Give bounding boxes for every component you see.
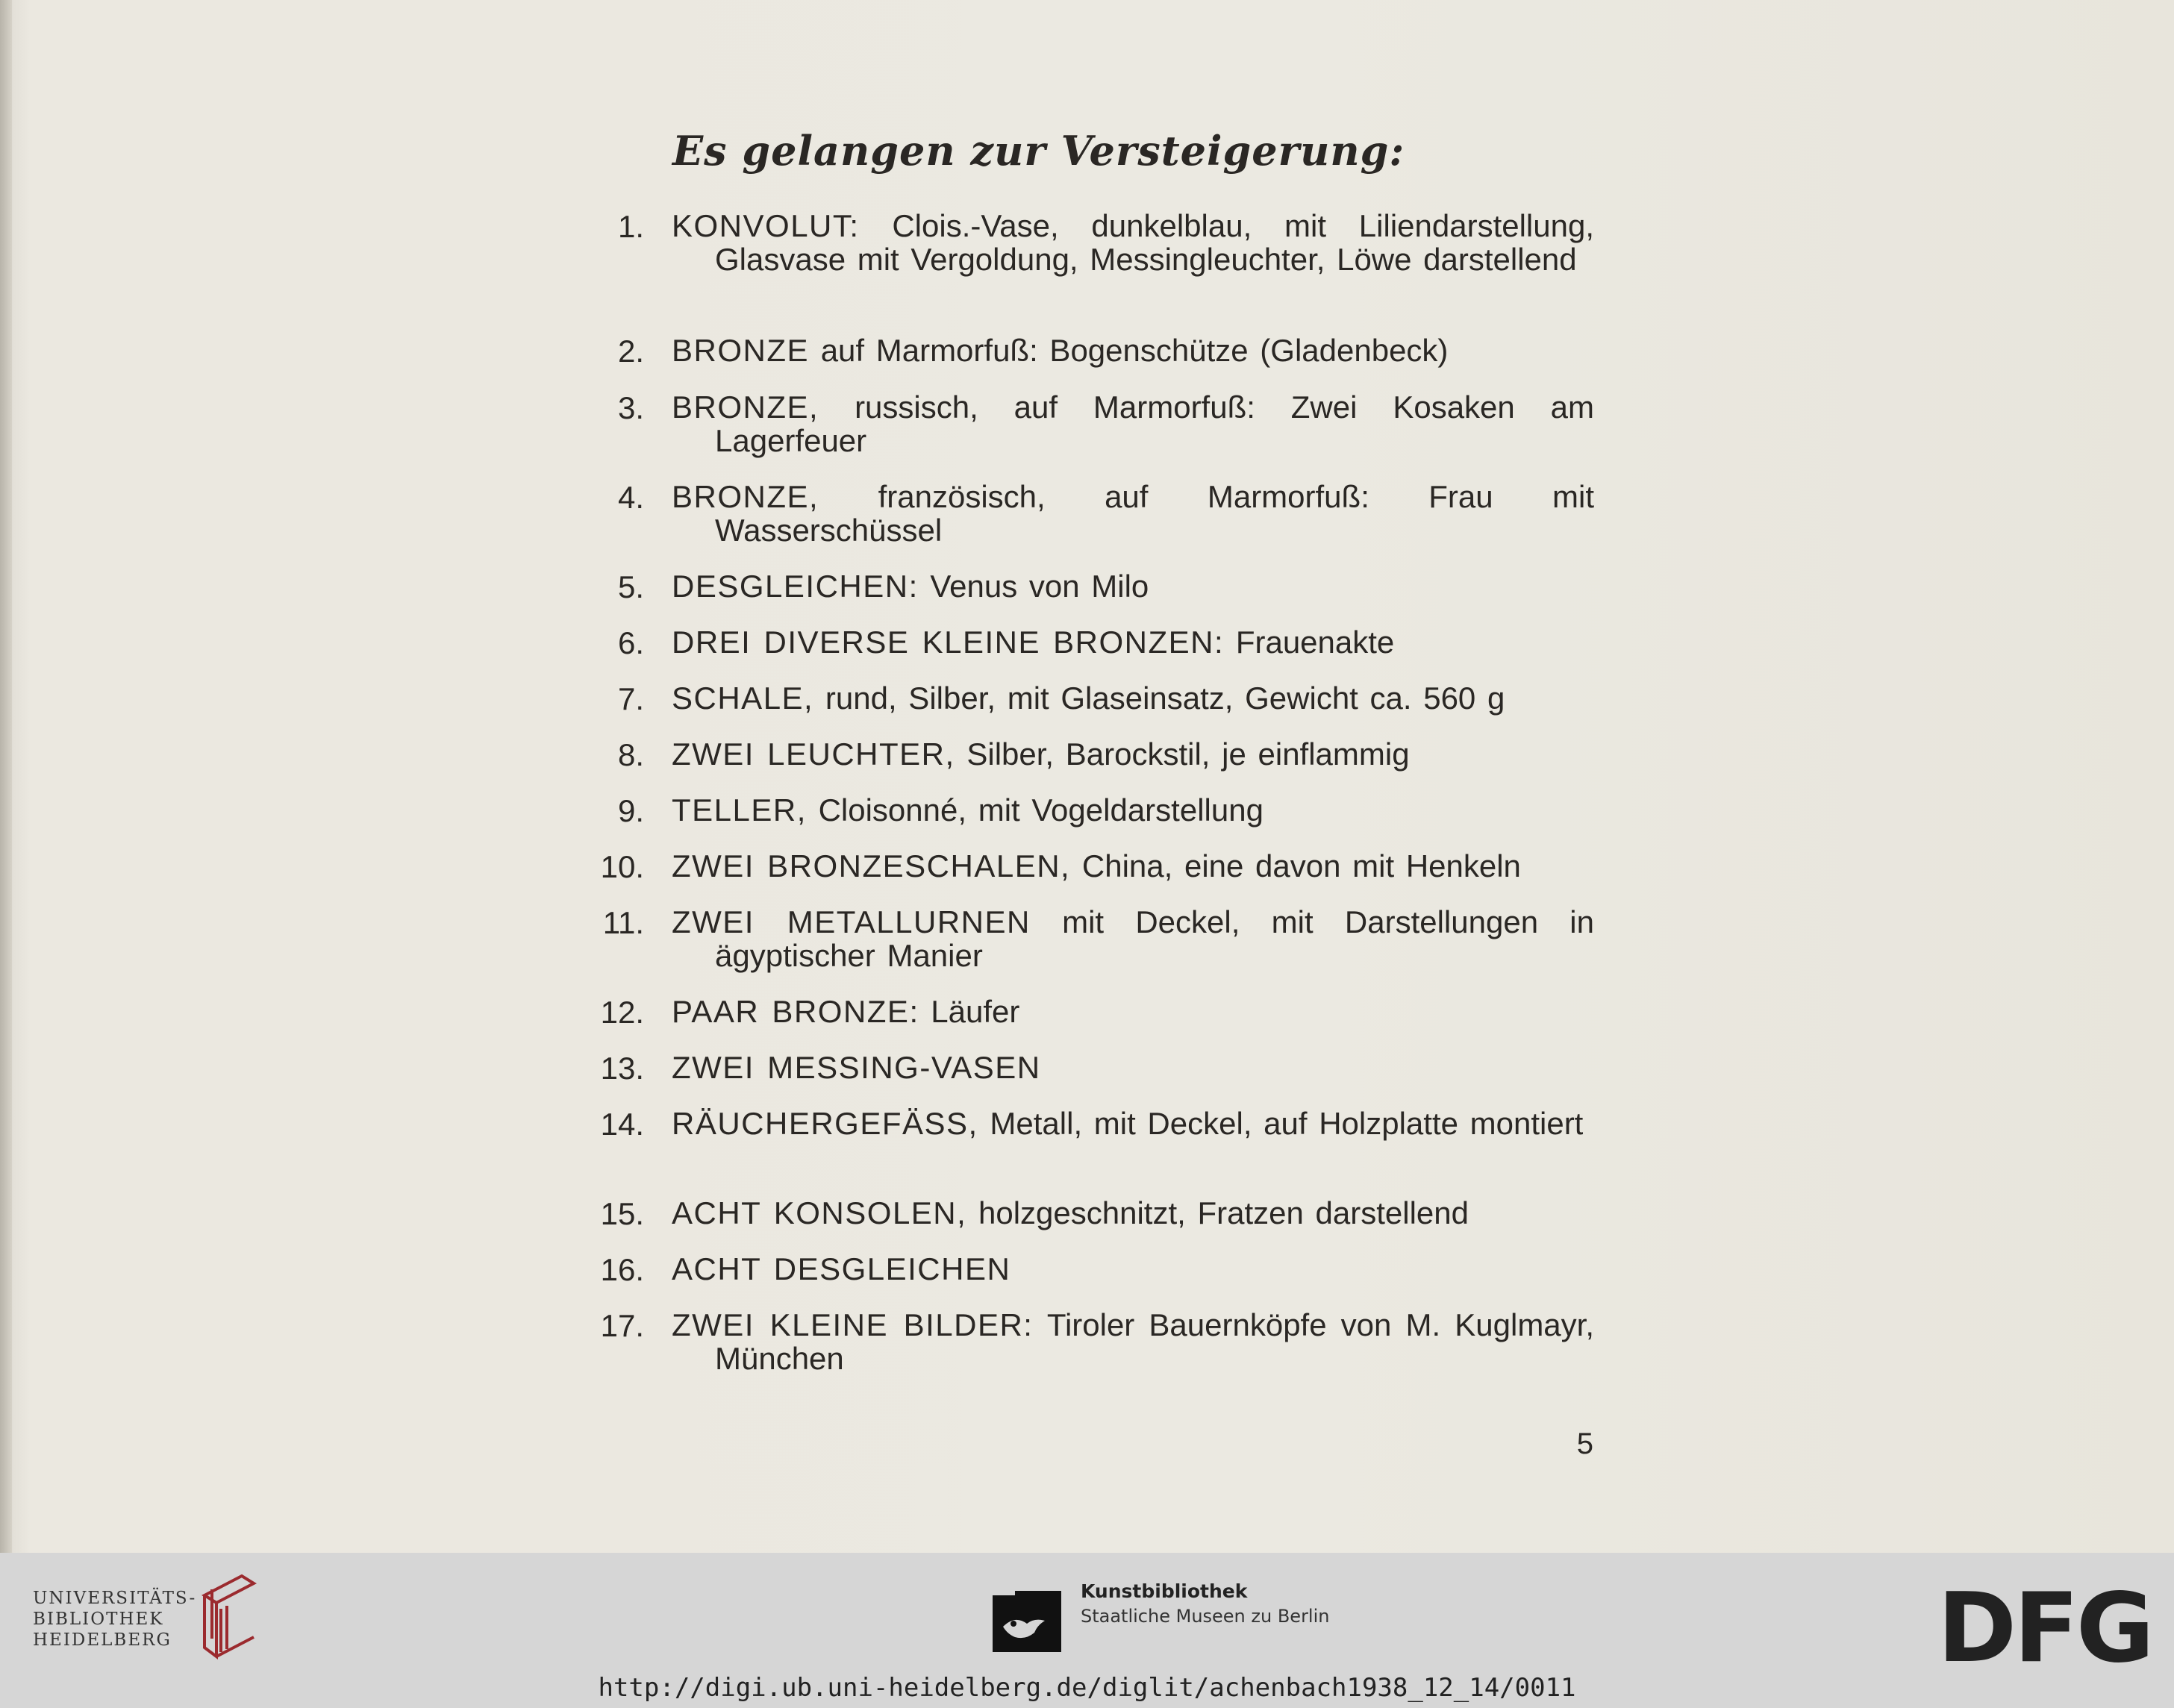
kunstbibliothek-subtitle: Staatliche Museen zu Berlin [1081,1606,1330,1627]
item-lead: SCHALE, [672,681,814,716]
item-description: Cloisonné, mit Vogeldarstellung [818,792,1264,828]
item-description: holzgeschnitzt, Fratzen darstellend [978,1195,1469,1230]
item-lead: BRONZE [672,333,810,368]
item-number: 4. [617,480,644,515]
dfg-logo[interactable]: DFG [1937,1573,2152,1684]
item-description: China, eine davon mit Henkeln [1081,848,1521,883]
item-lead: ZWEI BRONZESCHALEN, [672,848,1071,883]
item-description: Metall, mit Deckel, auf Holzplatte montiert [990,1106,1584,1141]
item-lead: ZWEI KLEINE BILDER: [672,1307,1034,1342]
item-lead: RÄUCHERGEFÄSS, [672,1106,978,1141]
item-number: 2. [617,334,644,369]
item-description: russisch, auf Marmorfuß: Zwei Kosaken am Lagerfeuer [715,390,1594,458]
item-text [672,1252,1594,1286]
permalink-url[interactable]: http://digi.ub.uni-heidelberg.de/diglit/achenbach1938_12_14/0011 [598,1673,1576,1703]
item-number: 15. [600,1196,644,1231]
item-description: rund, Silber, mit Glaseinsatz, Gewicht ca. 560 g [825,681,1505,716]
item-text [672,625,1594,659]
item-number: 7. [617,681,644,716]
item-text [672,480,1594,547]
item-text [672,390,1594,457]
ub-line-1: UNIVERSITÄTS- [33,1589,197,1608]
item-lead: PAAR BRONZE: [672,994,919,1029]
item-lead: BRONZE, [672,390,819,425]
item-lead: ZWEI METALLURNEN [672,904,1031,939]
item-number: 8. [617,737,644,772]
item-number: 12. [600,995,644,1030]
item-description: Frauenakte [1235,625,1395,660]
item-number: 5. [617,569,644,604]
item-text [672,1196,1594,1230]
item-number: 16. [600,1252,644,1287]
item-description: Silber, Barockstil, je einflammig [966,736,1410,772]
item-text [672,737,1594,771]
page-binding-edge [0,0,12,1553]
item-number: 13. [600,1051,644,1086]
kunstbibliothek-title[interactable]: Kunstbibliothek [1081,1580,1248,1602]
item-description: Läufer [931,994,1020,1029]
ub-heidelberg-logo-icon[interactable] [197,1573,261,1662]
item-lead: ACHT KONSOLEN, [672,1195,967,1230]
item-lead: ACHT DESGLEICHEN [672,1251,1011,1286]
item-text [672,793,1594,827]
item-text [672,1308,1594,1375]
item-number: 10. [600,849,644,884]
kunstbibliothek-logo-icon[interactable] [993,1585,1061,1652]
item-description: Venus von Milo [930,569,1149,604]
item-lead: ZWEI LEUCHTER, [672,736,955,772]
item-text [672,1107,1594,1140]
item-text [672,1051,1594,1084]
item-number: 6. [617,625,644,660]
item-number: 17. [600,1308,644,1343]
item-number: 1. [617,209,644,244]
item-description: Clois.-Vase, dunkelblau, mit Liliendarstellung, Glasvase mit Vergoldung, Messingleuchter, Löwe darstellend [715,208,1594,277]
item-text [672,995,1594,1028]
item-text [672,209,1594,276]
ub-heidelberg-logo-text[interactable] [33,1588,204,1651]
item-lead: ZWEI MESSING-VASEN [672,1050,1041,1085]
item-description: mit Deckel, mit Darstellungen in ägyptischer Manier [715,904,1594,973]
item-lead: KONVOLUT: [672,208,860,243]
page-number: 5 [1576,1427,1593,1460]
item-lead: BRONZE, [672,479,819,514]
item-description: Tiroler Bauernköpfe von M. Kuglmayr, München [715,1307,1595,1376]
ub-line-2: BIBLIOTHEK [33,1610,164,1629]
item-lead: DREI DIVERSE KLEINE BRONZEN: [672,625,1225,660]
item-number: 11. [602,905,644,940]
item-text [672,681,1594,715]
item-number: 9. [617,793,644,828]
item-number: 3. [617,390,644,425]
item-lead: TELLER, [672,792,807,828]
page-heading: Es gelangen zur Versteigerung: [672,127,1405,175]
item-description: französisch, auf Marmorfuß: Frau mit Wasserschüssel [715,479,1595,548]
ub-line-3: HEIDELBERG [33,1630,172,1650]
item-lead: DESGLEICHEN: [672,569,919,604]
item-text [672,334,1594,367]
item-description: auf Marmorfuß: Bogenschütze (Gladenbeck) [820,333,1449,368]
item-number: 14. [600,1107,644,1142]
item-text [672,849,1594,883]
item-text [672,569,1594,603]
item-text [672,905,1594,972]
